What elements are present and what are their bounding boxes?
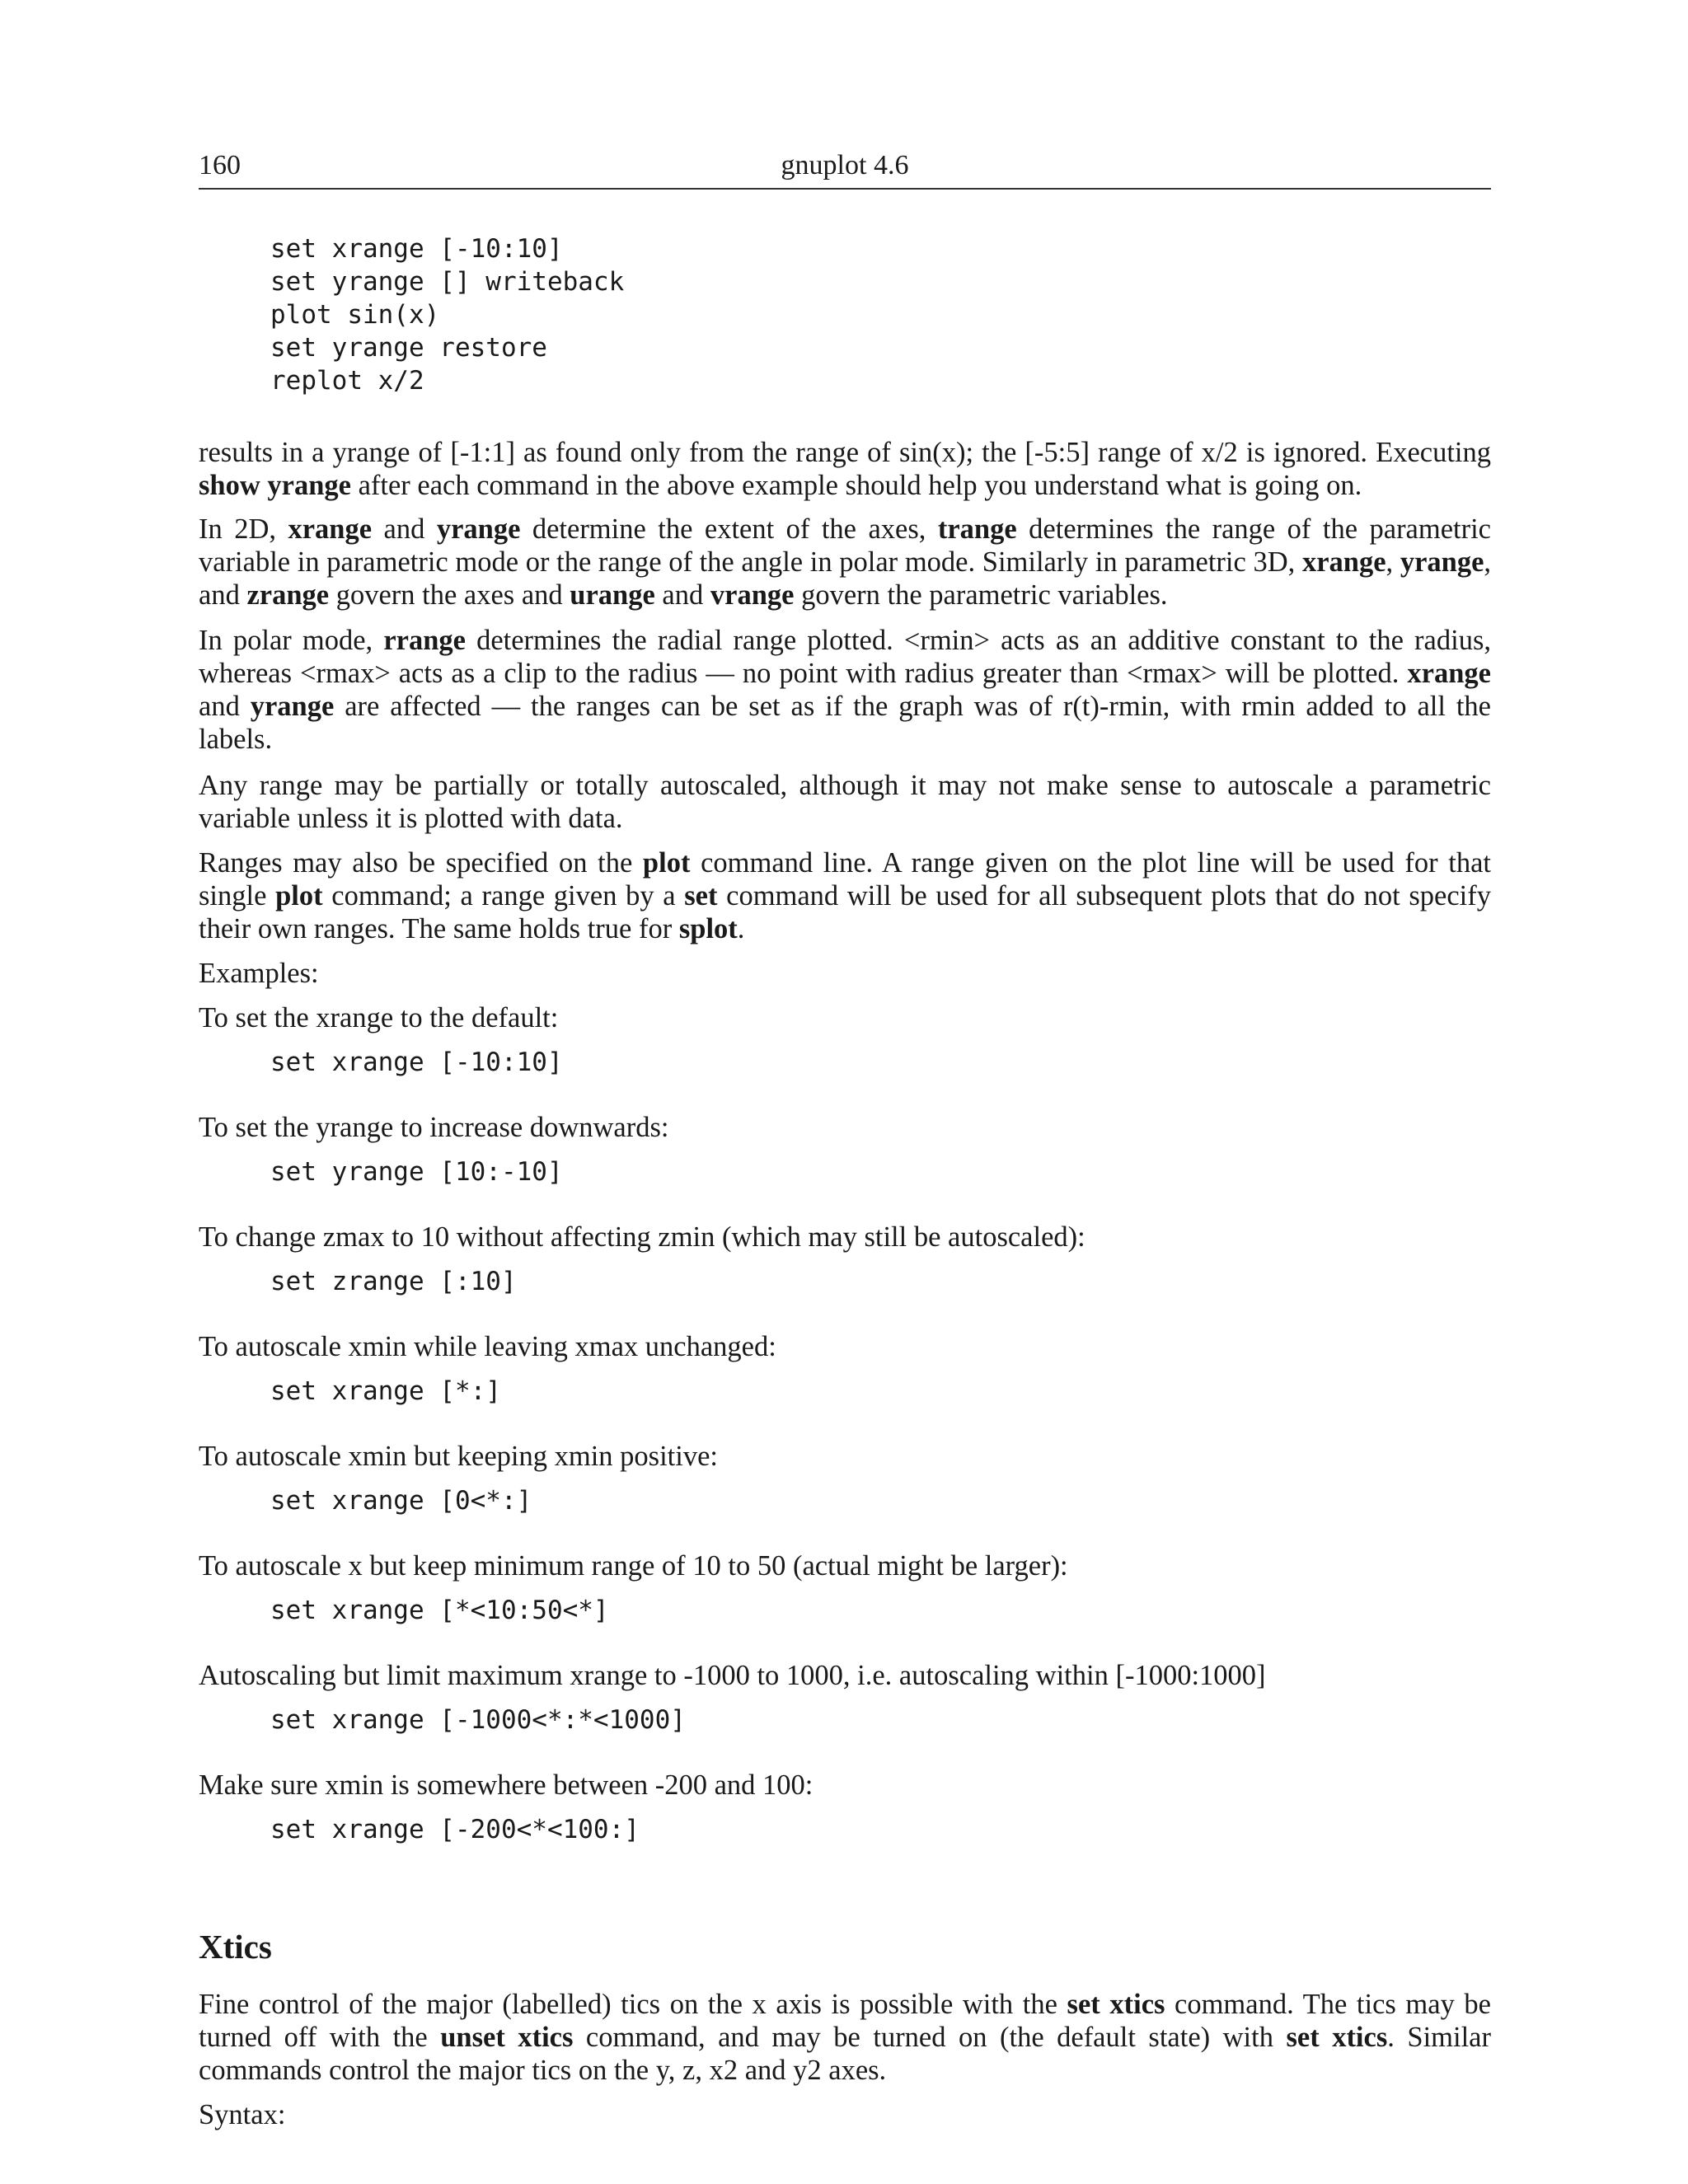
running-title: gnuplot 4.6	[781, 150, 909, 180]
page-number: 160	[199, 150, 241, 180]
text-run: In polar mode,	[199, 625, 384, 656]
text-run: command line. A range given on the plot line will be used for that single	[199, 847, 1491, 912]
text-run: command; a range given by a	[322, 880, 685, 912]
text-run: Ranges may also be specified on the	[199, 847, 643, 879]
section-heading-xtics: Xtics	[199, 1928, 272, 1966]
text-run: In 2D,	[199, 513, 288, 545]
text-run: determine the extent of the axes,	[520, 513, 938, 545]
text-run: .	[737, 913, 745, 944]
bold-term: urange	[570, 579, 655, 611]
bold-term: yrange	[436, 513, 521, 545]
example-description: To autoscale x but keep minimum range of 10 to 50 (actual might be larger):	[199, 1550, 1068, 1582]
example-description: To set the yrange to increase downwards:	[199, 1112, 669, 1143]
bold-term: plot	[642, 847, 691, 879]
bold-term: unset xtics	[440, 2022, 574, 2053]
example-code: set xrange [*:]	[270, 1376, 501, 1406]
paragraph-2d-ranges	[199, 513, 1491, 612]
example-code: set xrange [0<*:]	[270, 1486, 532, 1516]
text-run: Fine control of the major (labelled) tics on the x axis is possible with the	[199, 1989, 1067, 2020]
example-description: To autoscale xmin while leaving xmax unchanged:	[199, 1331, 776, 1362]
example-description: To change zmax to 10 without affecting zmin (which may still be autoscaled):	[199, 1221, 1085, 1253]
page-header	[199, 150, 1491, 190]
text-run: command, and may be turned on (the default state) with	[573, 2022, 1287, 2053]
text-run: and	[199, 691, 251, 722]
bold-term: yrange	[250, 691, 335, 722]
examples-label: Examples:	[199, 958, 319, 989]
example-code: set xrange [-1000<*:*<1000]	[270, 1705, 686, 1735]
code-line: plot sin(x)	[270, 300, 440, 330]
bold-term: zrange	[246, 579, 330, 611]
text-run: and	[372, 513, 437, 545]
text-run: results in a yrange of [-1:1] as found only from the range of sin(x); the [-5:5] range of x/2 is ignored. Executing	[199, 437, 1491, 468]
paragraph-yrange-result	[199, 436, 1491, 502]
bold-term: plot	[275, 880, 323, 912]
paragraph-plot-ranges	[199, 846, 1491, 945]
text-run: . Similar commands control the major tics on the y, z, x2 and y2 axes.	[199, 2022, 1491, 2086]
example-description: Make sure xmin is somewhere between -200 and 100:	[199, 1769, 814, 1801]
text-run: command. The tics may be turned off with the	[199, 1989, 1491, 2053]
example-code: set zrange [:10]	[270, 1267, 517, 1296]
example-code: set xrange [-10:10]	[270, 1047, 563, 1077]
text-run: govern the parametric variables.	[794, 579, 1168, 611]
example-code: set xrange [-200<*<100:]	[270, 1815, 640, 1844]
bold-term: xrange	[288, 513, 373, 545]
bold-term: set xtics	[1286, 2022, 1388, 2053]
bold-term: vrange	[710, 579, 795, 611]
paragraph-xtics-intro	[199, 1988, 1491, 2087]
example-description: To autoscale xmin but keeping xmin positive:	[199, 1441, 718, 1472]
code-block-writeback-example	[270, 232, 624, 397]
text-run: after each command in the above example should help you understand what is going on.	[350, 470, 1362, 501]
bold-term: trange	[937, 513, 1017, 545]
example-description: Autoscaling but limit maximum xrange to -1000 to 1000, i.e. autoscaling within [-1000:1000]	[199, 1660, 1266, 1691]
syntax-label: Syntax:	[199, 2099, 286, 2130]
text-run: Any range may be partially or totally autoscaled, although it may not make sense to autoscale a parametric variable unless it is plotted with data.	[199, 770, 1491, 834]
text-run: govern the axes and	[329, 579, 570, 611]
text-run: are affected — the ranges can be set as if the graph was of r(t)-rmin, with rmin added to all the labels.	[199, 691, 1491, 755]
bold-term: yrange	[1400, 546, 1484, 578]
example-description: To set the xrange to the default:	[199, 1002, 559, 1033]
paragraph-autoscale	[199, 769, 1491, 835]
paragraph-polar-mode	[199, 624, 1491, 756]
text-run: , and	[199, 546, 1492, 611]
example-code: set xrange [*<10:50<*]	[270, 1596, 609, 1625]
bold-term: xrange	[1301, 546, 1386, 578]
bold-term: xrange	[1407, 658, 1491, 689]
text-run: command will be used for all subsequent plots that do not specify their own ranges. The same holds true for	[199, 880, 1491, 944]
example-code: set yrange [10:-10]	[270, 1157, 563, 1187]
bold-term: rrange	[383, 625, 466, 656]
code-line: set xrange [-10:10]	[270, 234, 563, 264]
text-run: and	[654, 579, 710, 611]
bold-term: set	[684, 880, 718, 912]
bold-term: set xtics	[1067, 1989, 1165, 2020]
text-run: determines the radial range plotted. <rmin> acts as an additive constant to the radius, whereas <rmax> acts as a clip to the radius — no point with radius greater than <rmax> will be plotted.	[199, 625, 1491, 689]
bold-term: show yrange	[199, 470, 351, 501]
text-run: determines the range of the parametric variable in parametric mode or the range of the angle in polar mode. Similarly in parametric 3D,	[199, 513, 1491, 578]
text-run: ,	[1386, 546, 1400, 578]
code-line: set yrange [] writeback	[270, 267, 625, 297]
code-line: replot x/2	[270, 366, 424, 396]
code-line: set yrange restore	[270, 333, 547, 363]
bold-term: splot	[678, 913, 738, 944]
